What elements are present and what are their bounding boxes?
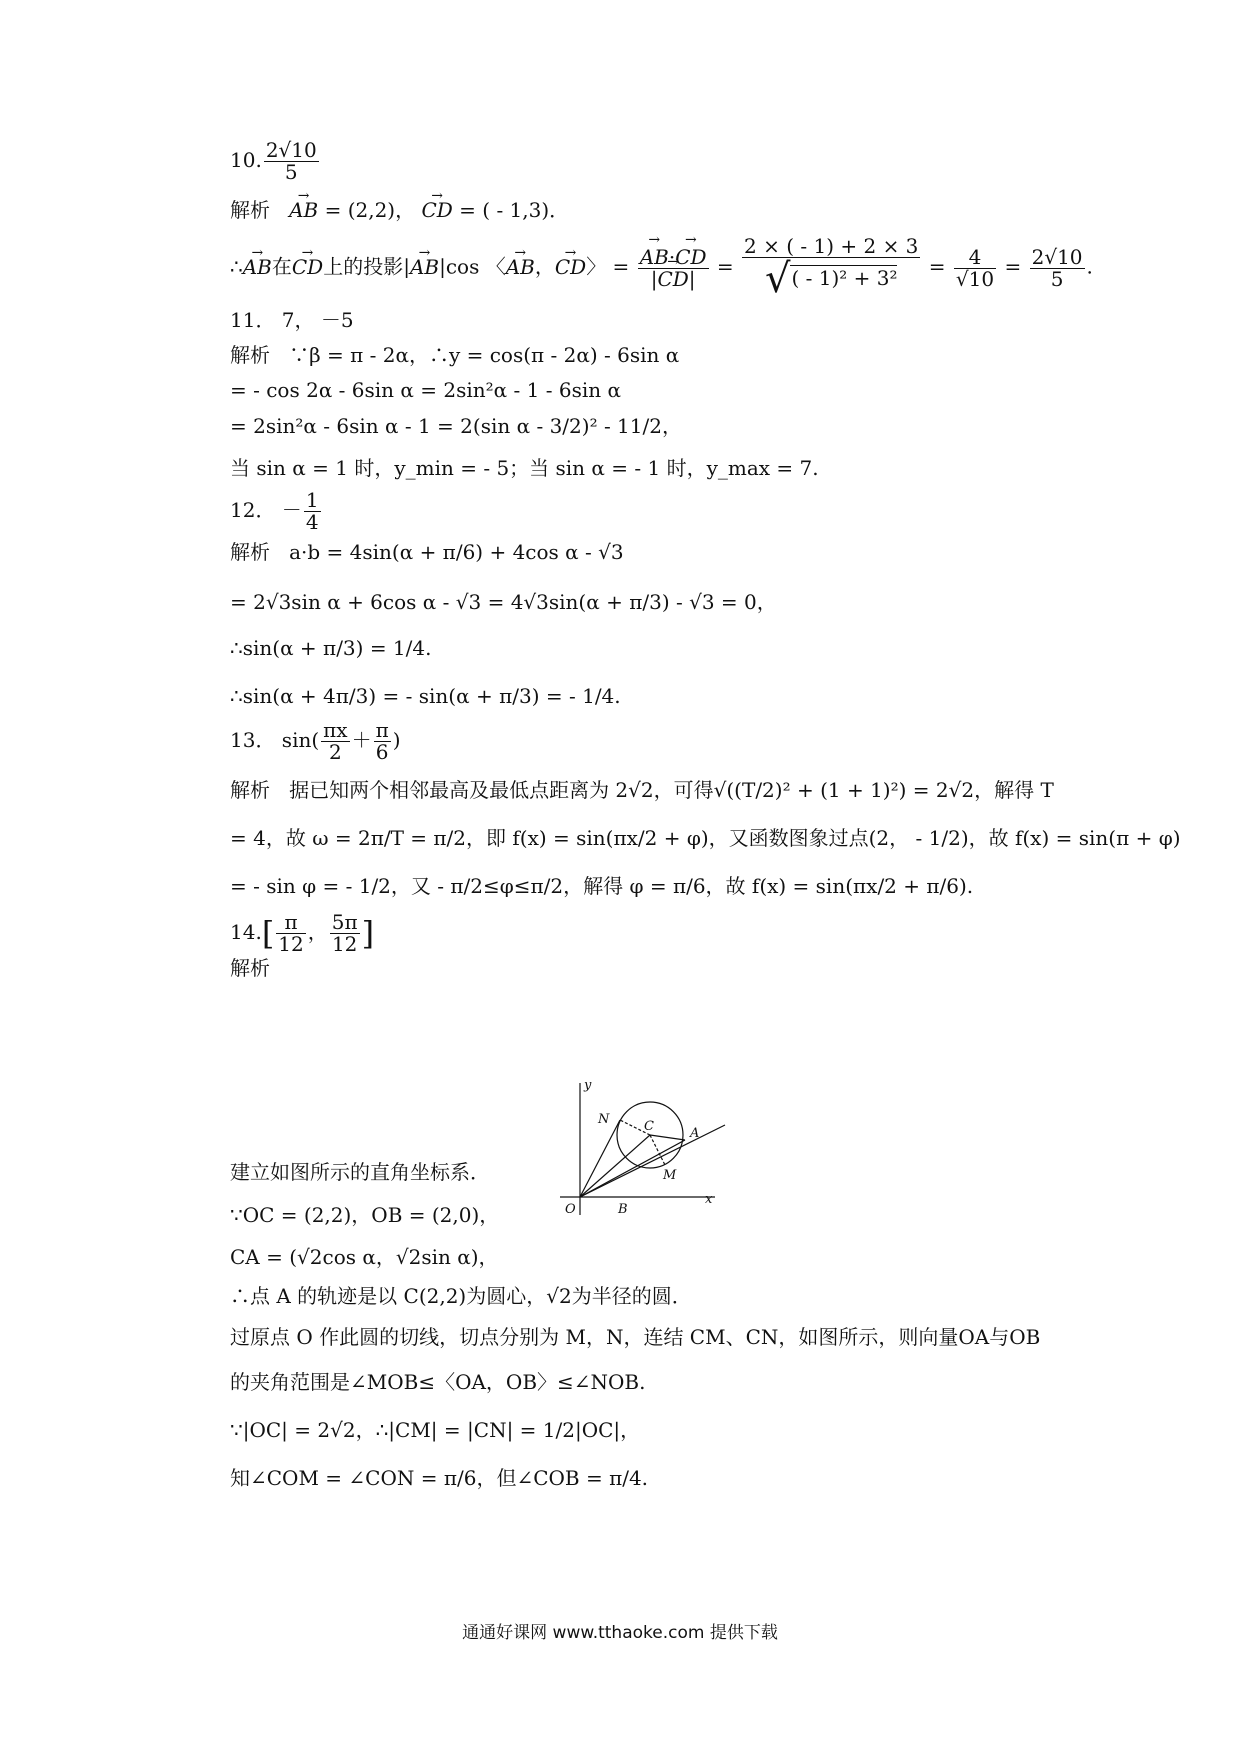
frac-denominator: 5 [284,160,298,184]
vector-CD: → CD [421,198,452,222]
label-N: N [598,1112,610,1127]
text: 在 [271,254,292,279]
left-bracket: [ [261,914,275,953]
frac-denominator: √10 [955,266,995,291]
q12-line-4: ∴sin(α + 4π/3) = - sin(α + π/3) = - 1/4. [230,684,621,708]
text: ∴ [230,254,243,279]
q14-line-1: 建立如图所示的直角坐标系． [230,1160,490,1184]
label-y: y [584,1078,592,1093]
q14-jiexi: 解析 [230,956,270,980]
vector-AB: → AB [506,255,535,279]
jiexi-label: 解析 [230,343,270,367]
text: ， [534,254,555,279]
vector-AB: → AB [410,255,439,279]
jiexi-label: 解析 [230,198,270,222]
q12-line-2: = 2√3sin α + 6cos α - √3 = 4√3sin(α + π/3) - √3 = 0， [230,590,777,614]
q14-line-5: 过原点 O 作此圆的切线，切点分别为 M，N，连结 CM、CN，如图所示，则向量OA与OB [230,1325,1041,1349]
label-O: O [565,1202,576,1217]
fraction-result [1030,244,1085,291]
q14-line-6: 的夹角范围是∠MOB≤〈OA，OB〉≤∠NOB. [230,1370,646,1394]
answer-10-fraction [264,140,319,183]
q11-line-4: 当 sin α = 1 时，y_min = - 5；当 sin α = - 1 时，y_max = 7. [230,456,819,480]
frac-denominator: |→ CD| [638,269,709,290]
label-C: C [644,1119,654,1134]
q13-line-2: = 4，故 ω = 2π/T = π/2，即 f(x) = sin(πx/2 + φ)，又函数图象过点(2， - 1/2)，故 f(x) = sin(π + φ) [230,826,1181,850]
fraction-4-over-root10 [954,244,996,291]
footer-source: 通通好课网 www.tthaoke.com 提供下载 [462,1623,778,1643]
label-B: B [618,1202,628,1217]
tangent-ON [580,1120,620,1197]
answer-14 [230,912,374,955]
q14-line-7: ∵|OC| = 2√2，∴|CM| = |CN| = 1/2|OC|， [230,1418,641,1442]
answer-10 [230,140,321,183]
q14-line-3: CA = (√2cos α，√2sin α)， [230,1245,499,1269]
frac-5pi-12 [330,912,360,955]
q11-line-1 [230,343,679,367]
fraction-computation [742,236,920,300]
frac-pix-2 [321,720,349,763]
frac-numerator: π [276,912,305,934]
frac-pi-12 [276,912,305,955]
answer-14-number: 14. [230,920,262,944]
q14-line-2: ∵OC = (2,2)，OB = (2,0)， [230,1203,500,1227]
fraction-dot-product [638,244,709,291]
q13-line-1 [230,778,1054,802]
q10-solution-line-2: ∴→ AB在→ CD上的投影|→ AB|cos 〈→ AB，→ CD〉 = → $\frac{AB\cdot\to CD}{|\to CD|}$ = $\frac{2 \times ( - 1) + 2 \times 3}{\text{√( - 1)² + 3²}}$ = $\frac{4}{√10}$ = $\frac{2√10}{5}$ . [230,236,1093,300]
text: ＋ [351,728,372,752]
segment-CA [650,1135,685,1140]
frac-denominator: 5 [1050,266,1064,291]
label-A: A [690,1126,700,1141]
frac-denominator: 12 [331,932,358,956]
text: = (2,2)， [318,198,416,222]
frac-numerator: → AB·→ CD [638,247,709,269]
radical-sign: √ [764,256,791,302]
text: 〉 = [586,254,636,279]
text: = ( - 1,3)． [452,198,570,222]
q11-line-2: = - cos 2α - 6sin α = 2sin²α - 1 - 6sin α [230,378,621,402]
frac-numerator: πx [323,718,348,742]
frac-denominator: 12 [278,932,304,956]
answer-11: 11． 7， －5 [230,308,354,332]
text: a·b = 4sin(α + π/6) + 4cos α - √3 [289,540,624,564]
answer-13 [230,720,401,763]
frac-numerator: 5π [331,910,358,934]
frac-numerator: π [375,718,389,742]
answer-10-number: 10. [230,148,262,172]
jiexi-label: 解析 [230,540,270,564]
vector-CD: → CD [292,255,323,279]
text: ， [307,920,328,944]
q14-line-8: 知∠COM = ∠CON = π/6，但∠COB = π/4. [230,1466,649,1490]
frac-denominator: 6 [375,740,389,764]
frac-numerator: 1 [305,488,319,512]
text: ) [392,728,401,752]
frac-numerator: 4 [954,247,996,269]
label-x: x [705,1192,713,1207]
frac-pi-6 [374,720,391,763]
label-M: M [663,1168,677,1183]
text: 13． sin( [230,728,320,752]
vector-CD: → CD [555,255,586,279]
frac-numerator: 2 × ( - 1) + 2 × 3 [744,234,919,258]
answer-12 [230,490,323,533]
vector-AB: → AB [243,255,272,279]
q12-line-1 [230,540,624,564]
text: ∵β = π - 2α，∴y = cos(π - 2α) - 6sin α [289,343,680,367]
text: 上的投影| [323,254,410,279]
frac-denominator: 2 [329,740,342,764]
frac-numerator: 2√10 [265,138,317,162]
answer-12-fraction [304,490,321,533]
text: 据已知两个相邻最高及最低点距离为 2√2，可得√((T/2)² + (1 + 1)²) = 2√2，解得 T [289,778,1054,802]
frac-denominator: 4 [305,510,319,534]
right-bracket: ] [361,914,375,953]
q12-line-3: ∴sin(α + π/3) = 1/4. [230,636,432,660]
q10-solution-line-1 [230,198,569,222]
q11-line-3: = 2sin²α - 6sin α - 1 = 2(sin α - 3/2)² - 11/2， [230,414,682,438]
vector-AB: → AB [289,198,318,222]
frac-denominator [742,258,920,300]
q14-line-4: ∴点 A 的轨迹是以 C(2,2)为圆心，√2为半径的圆． [230,1284,692,1308]
q13-line-3: = - sin φ = - 1/2，又 - π/2≤φ≤π/2，解得 φ = π/6，故 f(x) = sin(πx/2 + π/6). [230,874,974,898]
radicand: ( - 1)² + 3² [791,265,898,290]
answer-12-number: 12． － [230,498,302,522]
text: |cos 〈 [439,254,506,279]
jiexi-label: 解析 [230,778,270,802]
coordinate-figure [550,1075,730,1225]
frac-numerator: 2√10 [1031,244,1083,269]
